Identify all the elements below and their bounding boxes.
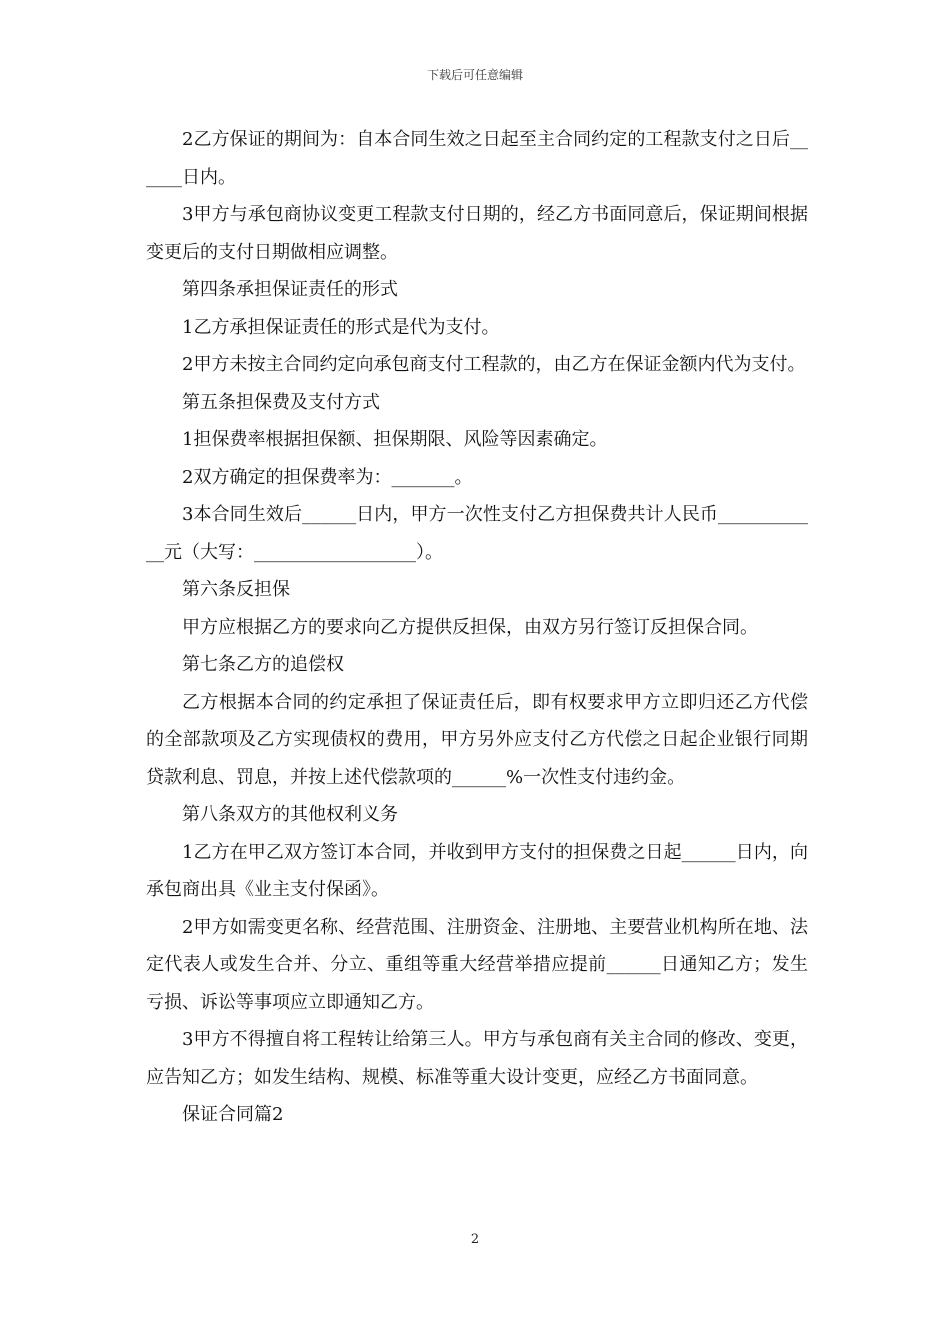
paragraph-counter-guarantee: 甲方应根据乙方的要求向乙方提供反担保，由双方另行签订反担保合同。	[182, 616, 758, 638]
paragraph-responsibility-form: 1乙方承担保证责任的形式是代为支付。	[182, 316, 500, 338]
section-heading-article-6: 第六条反担保	[182, 579, 290, 600]
paragraph-period-adjustment: 3甲方与承包商协议变更工程款支付日期的，经乙方书面同意后，保证期间根据变更后的支付日期做相应调整。	[146, 204, 808, 263]
section-heading-contract-2: 保证合同篇2	[182, 1104, 284, 1125]
paragraph-fee-rate: 2双方确定的担保费率为：_______。	[182, 466, 473, 488]
document-body	[146, 121, 808, 1134]
paragraph-fee-payment: 3本合同生效后______日内，甲方一次性支付乙方担保费共计人民币____________元（大写：__________________）。	[146, 504, 808, 563]
paragraph-no-transfer: 3甲方不得擅自将工程转让给第三人。甲方与承包商有关主合同的修改、变更，应告知乙方；如发生结构、规模、标准等重大设计变更，应经乙方书面同意。	[146, 1029, 808, 1088]
section-heading-article-8: 第八条双方的其他权利义务	[182, 804, 398, 825]
page-number: 2	[470, 1232, 480, 1247]
paragraph-notify-changes: 2甲方如需变更名称、经营范围、注册资金、注册地、主要营业机构所在地、法定代表人或发生合并、分立、重组等重大经营举措应提前______日通知乙方；发生亏损、诉讼等事项应立即通知乙方。	[146, 916, 808, 1013]
paragraph-issue-letter: 1乙方在甲乙双方签订本合同，并收到甲方支付的担保费之日起______日内，向承包商出具《业主支付保函》。	[146, 841, 808, 900]
paragraph-recourse-right: 乙方根据本合同的约定承担了保证责任后，即有权要求甲方立即归还乙方代偿的全部款项及乙方实现债权的费用，甲方另外应支付乙方代偿之日起企业银行同期贷款利息、罚息，并按上述代偿款项的______%一次性支付违约金。	[146, 691, 808, 788]
paragraph-guarantee-period: 2乙方保证的期间为：自本合同生效之日起至主合同约定的工程款支付之日后______日内。	[146, 129, 808, 188]
section-heading-article-7: 第七条乙方的追偿权	[182, 654, 344, 675]
paragraph-fee-rate-basis: 1担保费率根据担保额、担保期限、风险等因素确定。	[182, 429, 608, 450]
section-heading-article-5: 第五条担保费及支付方式	[182, 391, 380, 413]
section-heading-article-4: 第四条承担保证责任的形式	[182, 279, 398, 300]
paragraph-payment-on-behalf: 2甲方未按主合同约定向承包商支付工程款的，由乙方在保证金额内代为支付。	[182, 354, 806, 375]
page-header: 下载后可任意编辑	[426, 68, 523, 82]
